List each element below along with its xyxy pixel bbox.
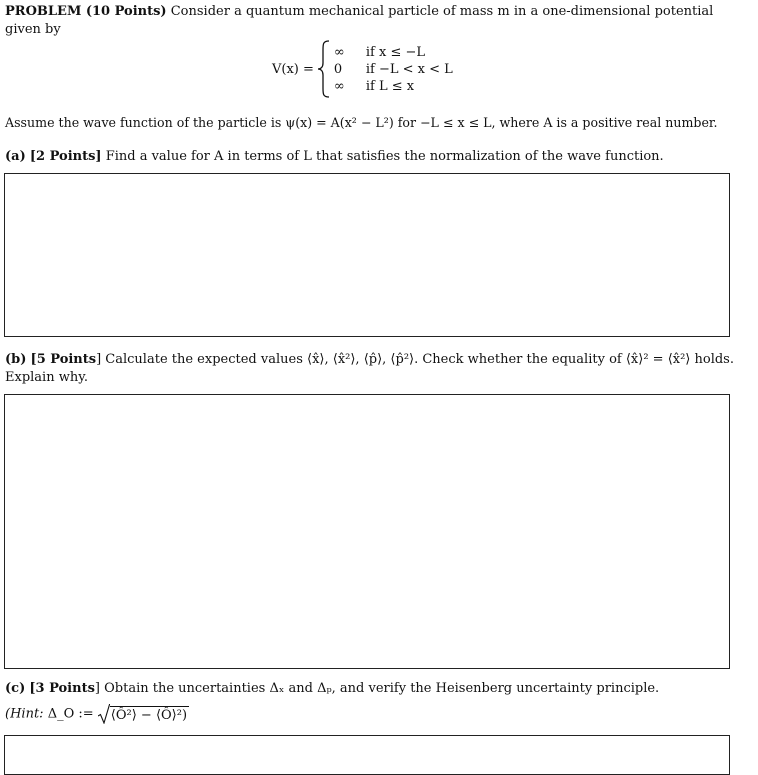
- part-b-label: (b): [5, 352, 27, 367]
- case-row: [334, 44, 453, 61]
- hint-lhs: Δ_O :=: [47, 706, 94, 722]
- case-row: [334, 61, 453, 78]
- part-a-answer-box[interactable]: [4, 173, 730, 337]
- part-c-points: [3 Points: [29, 681, 95, 696]
- hint-radicand: ⟨Ô²⟩ − ⟨Ô⟩²): [110, 708, 188, 723]
- case-condition: if x ≤ −L: [365, 44, 426, 60]
- square-root: [98, 704, 189, 724]
- part-b-answer-box[interactable]: [4, 394, 730, 669]
- part-c-label: (c): [5, 681, 26, 696]
- problem-intro-line2: given by: [5, 22, 61, 37]
- case-value: ∞: [333, 44, 345, 60]
- part-c-hint: [5, 704, 189, 724]
- potential-lhs: V(x) =: [272, 61, 314, 77]
- radical-sign-icon: [98, 704, 110, 724]
- part-c-text: ] Obtain the uncertainties Δₓ and Δₚ, and verify the Heisenberg uncertainty principle.: [94, 681, 660, 696]
- part-a-text: Find a value for A in terms of L that satisfies the normalization of the wave function.: [105, 149, 664, 164]
- case-condition: if L ≤ x: [365, 78, 415, 94]
- part-b-text-line2: Explain why.: [5, 370, 88, 385]
- case-value: ∞: [333, 78, 345, 94]
- part-a-prompt: [5, 148, 664, 165]
- potential-cases: [334, 44, 453, 95]
- problem-intro-line1: Consider a quantum mechanical particle of mass m in a one-dimensional potential: [170, 4, 714, 19]
- assumption-text: Assume the wave function of the particle is ψ(x) = A(x² − L²) for −L ≤ x ≤ L, where A is a positive real number.: [5, 115, 718, 130]
- problem-heading: PROBLEM (10 Points): [5, 4, 167, 19]
- case-value: 0: [333, 61, 343, 77]
- case-row: [334, 78, 453, 95]
- part-c-prompt: [5, 680, 659, 697]
- part-a-label: (a): [5, 149, 26, 164]
- problem-intro: [5, 3, 713, 20]
- left-brace: [317, 40, 331, 98]
- case-condition: if −L < x < L: [365, 61, 453, 77]
- part-b-prompt: [5, 351, 734, 368]
- hint-prefix: (Hint:: [5, 706, 44, 722]
- potential-equation: [272, 40, 453, 98]
- part-b-points: [5 Points: [30, 352, 97, 367]
- part-b-text: ] Calculate the expected values ⟨x̂⟩, ⟨x̂²⟩, ⟨p̂⟩, ⟨p̂²⟩. Check whether the equality of ⟨x̂⟩² = ⟨x̂²⟩ holds.: [96, 352, 734, 367]
- part-c-answer-box[interactable]: [4, 735, 730, 775]
- part-a-points: [2 Points]: [29, 149, 102, 164]
